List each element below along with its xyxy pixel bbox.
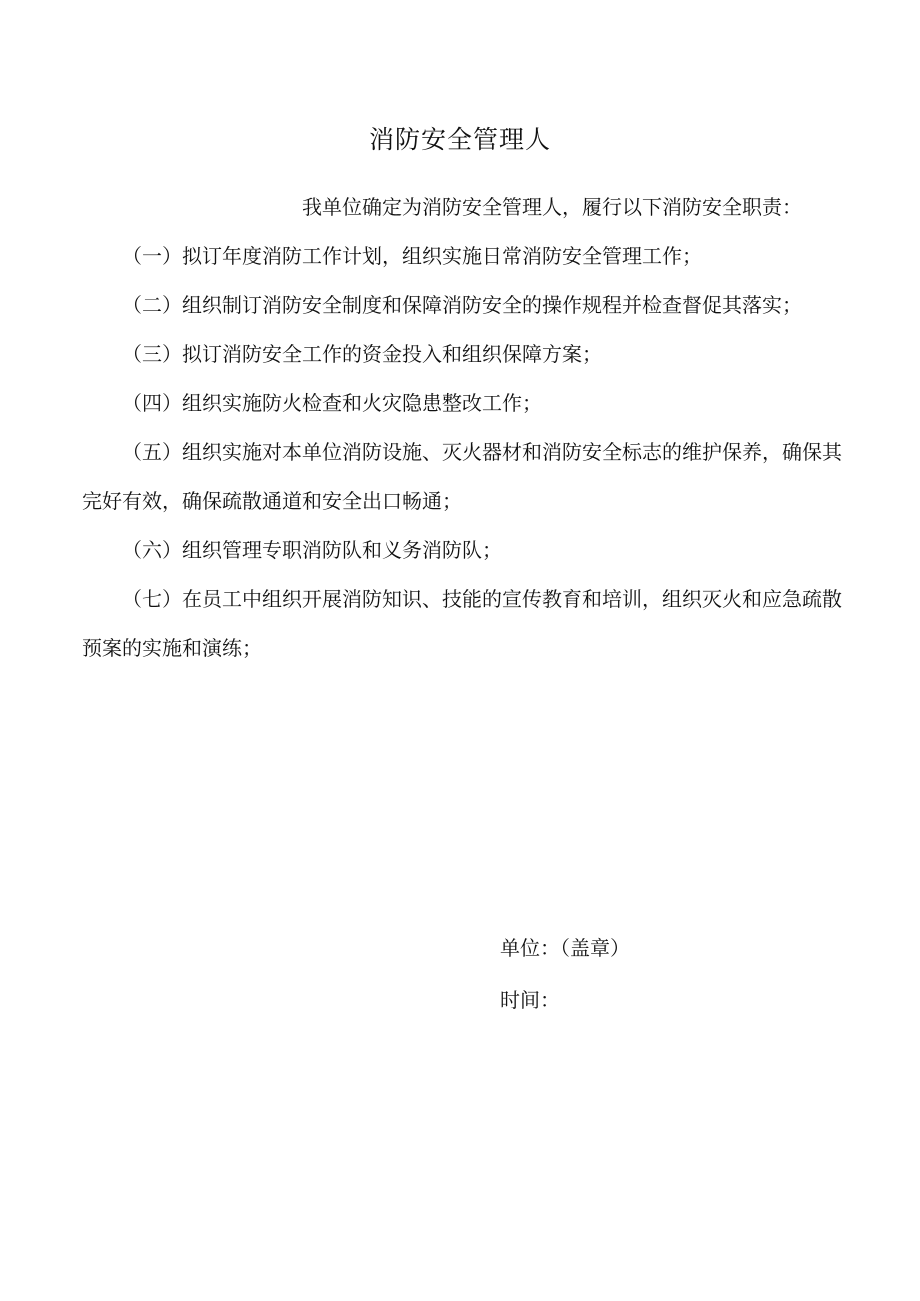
duty-item-1: （一）拟订年度消防工作计划，组织实施日常消防安全管理工作； [122,244,702,268]
intro-paragraph: 我单位确定为消防安全管理人，履行以下消防安全职责： [302,195,802,219]
signature-time-label: 时间： [500,988,560,1012]
duty-item-2: （二）组织制订消防安全制度和保障消防安全的操作规程并检查督促其落实； [122,293,802,317]
signature-unit-label: 单位：（盖章） [500,936,630,960]
duty-item-5: （五）组织实施对本单位消防设施、灭火器材和消防安全标志的维护保养，确保其完好有效，确保疏散通道和安全出口畅通； [82,440,842,513]
duty-item-7: （七）在员工中组织开展消防知识、技能的宣传教育和培训，组织灭火和应急疏散预案的实施和演练； [82,587,842,660]
duty-item-3: （三）拟订消防安全工作的资金投入和组织保障方案； [122,342,602,366]
document-title: 消防安全管理人 [368,125,551,154]
document-body [82,183,842,673]
duty-item-6: （六）组织管理专职消防队和义务消防队； [122,538,502,562]
duty-item-4: （四）组织实施防火检查和火灾隐患整改工作； [122,391,542,415]
